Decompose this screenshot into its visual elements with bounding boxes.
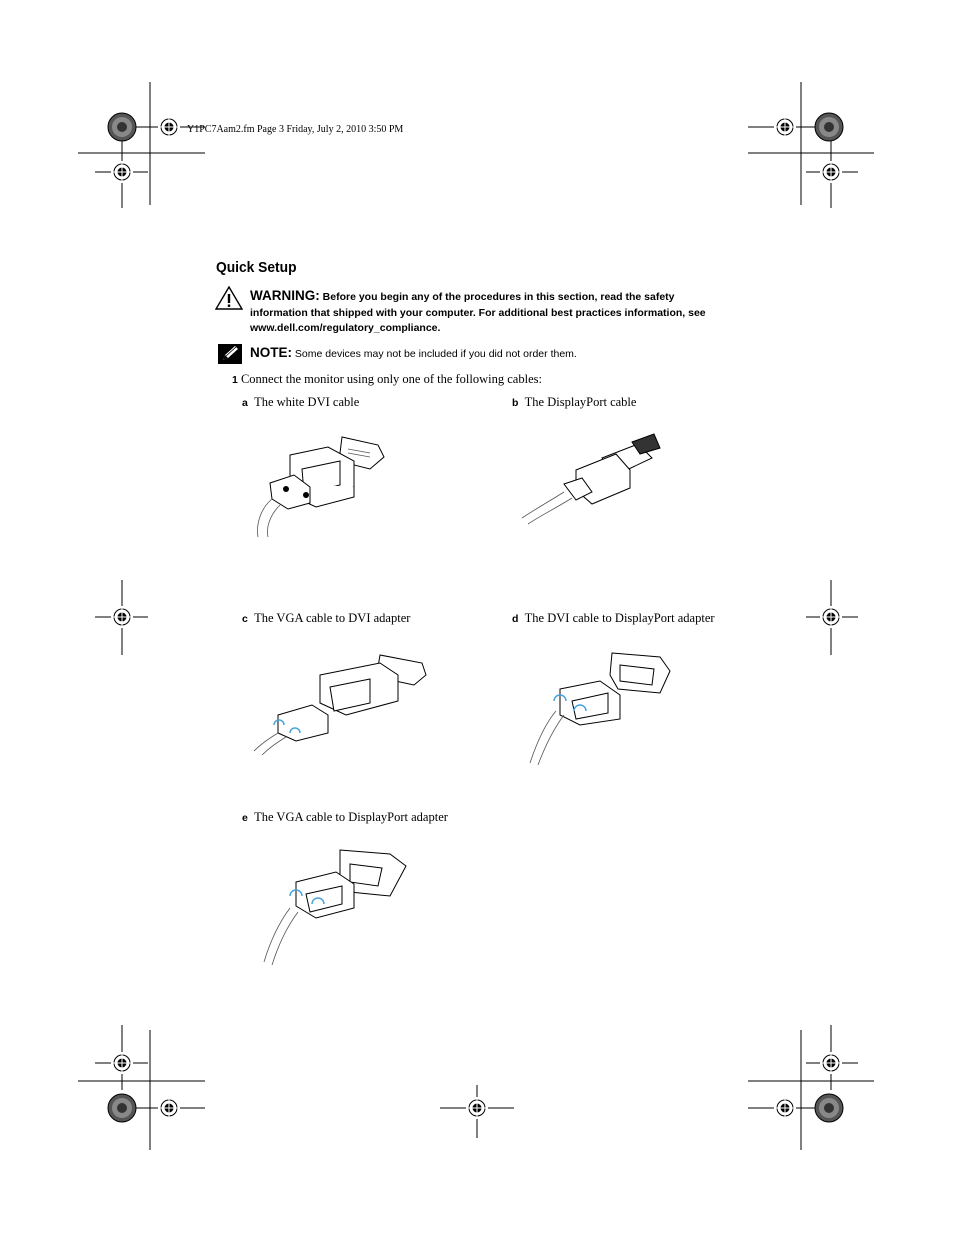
option-letter: a — [242, 397, 248, 409]
option-e-caption — [242, 810, 448, 825]
option-d-caption — [512, 611, 715, 626]
option-c-caption — [242, 611, 410, 626]
note-pencil-icon — [217, 343, 243, 365]
option-b-caption — [512, 395, 636, 410]
slug-line: Y1PC7Aam2.fm Page 3 Friday, July 2, 2010 3:50 PM — [187, 124, 404, 135]
step-1 — [232, 372, 542, 387]
note-text: Some devices may not be included if you did not order them. — [292, 348, 577, 360]
vga-to-dvi-adapter-illustration — [250, 645, 435, 755]
step-number: 1 — [232, 374, 238, 386]
option-text: The DisplayPort cable — [524, 395, 637, 409]
section-title: Quick Setup — [216, 259, 297, 276]
warning-text: Before you begin any of the procedures in this section, read the safety information that shipped with your computer. For additional best practices information, see www.dell.com/regulatory_compliance. — [250, 291, 706, 334]
warning-triangle-icon — [215, 286, 243, 310]
dvi-to-displayport-adapter-illustration — [520, 645, 675, 765]
option-text: The VGA cable to DVI adapter — [254, 611, 411, 625]
option-letter: c — [242, 613, 248, 625]
vga-to-displayport-adapter-illustration — [250, 840, 410, 965]
note-block — [250, 345, 710, 362]
option-text: The white DVI cable — [254, 395, 360, 409]
option-letter: e — [242, 812, 248, 824]
option-a-caption — [242, 395, 359, 410]
option-text: The VGA cable to DisplayPort adapter — [254, 810, 448, 824]
option-letter: d — [512, 613, 519, 625]
warning-label: WARNING: — [250, 288, 320, 303]
step-text: Connect the monitor using only one of the following cables: — [237, 372, 542, 386]
option-text: The DVI cable to DisplayPort adapter — [524, 611, 715, 625]
displayport-cable-illustration — [520, 430, 665, 525]
dvi-cable-illustration — [250, 425, 390, 540]
note-label: NOTE: — [250, 345, 292, 360]
option-letter: b — [512, 397, 519, 409]
warning-block — [250, 288, 710, 337]
